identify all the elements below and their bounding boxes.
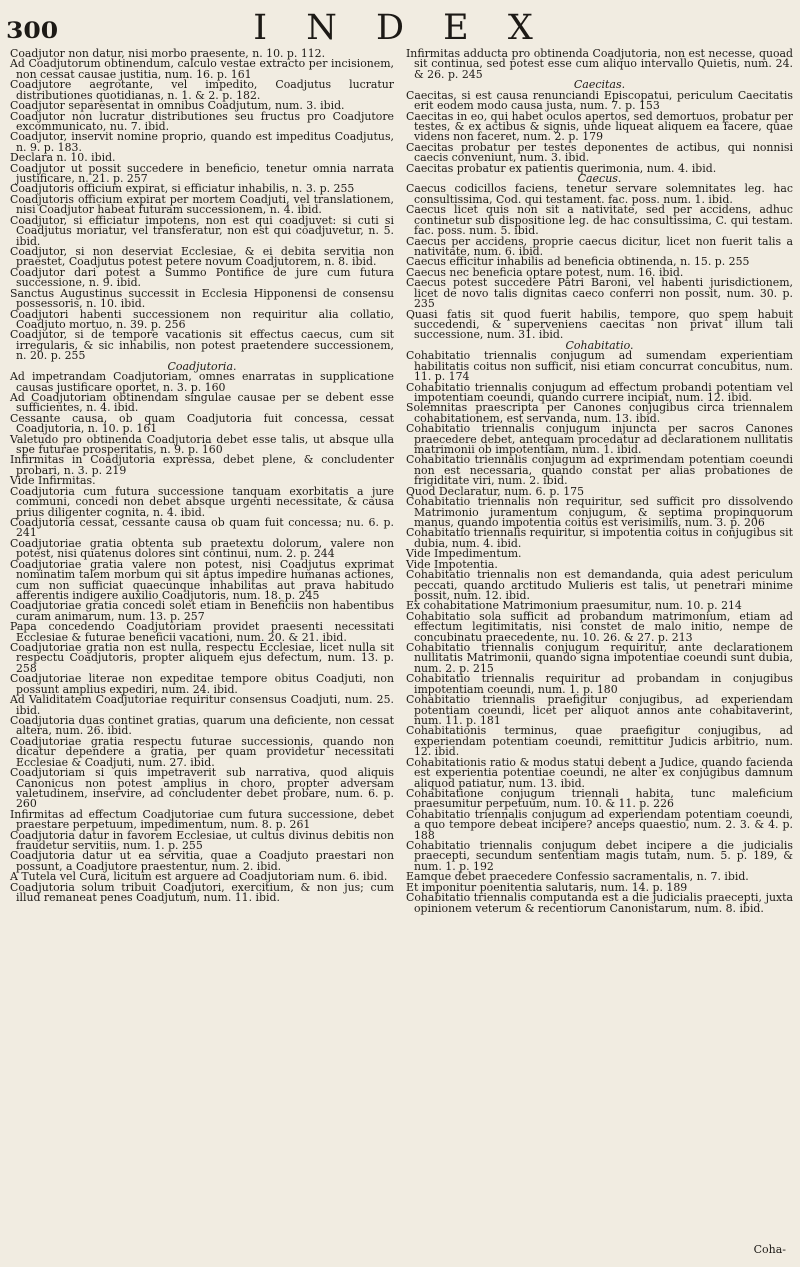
index-entry: Caecus nec beneficia optare potest, num. 16. ibid. bbox=[406, 265, 684, 279]
index-entry: Sanctus Augustinus successit in Ecclesia Hipponensi de consensu possessoris, n. 10. ibid. bbox=[10, 286, 394, 311]
index-entry: Coadjutoriae gratia obtenta sub praetextu dolorum, valere non potest, nisi quatenus dolores sint continui, num. 2. p. 244 bbox=[10, 536, 394, 561]
index-entry: Coadjutoriae gratia concedi solet etiam in Beneficiis non habentibus curam animarum, num. 13. p. 257 bbox=[10, 599, 394, 623]
index-entry: Coadjutor dari potest a Summo Pontifice de jure cum futura successione, n. 9. ibid. bbox=[10, 265, 394, 290]
index-entry: Coadjutor, si non deserviat Ecclesiae, & ei debita servitia non praestet, Coadjutus potest petere novum Coadjutorem, n. 8. ibid. bbox=[10, 245, 394, 269]
index-entry: Coadjutor separesentat in omnibus Coadjutum, num. 3. ibid. bbox=[10, 99, 345, 113]
index-entry: Eamque debet praecedere Confessio sacramentalis, n. 7. ibid. bbox=[406, 870, 749, 884]
index-entry: Caecus licet quis non sit a nativitate, sed per accidens, adhuc continetur sub dispositione leg. de hac consultissima, C. qui testam. fac. poss. num. 5. ibid. bbox=[406, 203, 793, 238]
index-entry: Cohabitatio triennalis conjugum debet incipere a die judicialis praecepti, secundum sententiam magis tutam, num. 5. p. 189, & num. 1. p. 192 bbox=[406, 839, 793, 873]
index-entry: Cohabitatio triennalis non est demandanda, quia adest periculum peccati, quando arctitudo Mulieris est talis, ut penetrari minime possit, num. 12. ibid. bbox=[406, 568, 793, 602]
index-entry: Ad impetrandam Coadjutoriam, omnes enarratas in supplicatione causas justificare oportet, n. 3. p. 160 bbox=[10, 370, 394, 394]
index-entry: Cohabitatio triennalis conjugum injuncta per sacros Canones praecedere debet, antequam procedatur ad declarationem nullitatis matrimonii ob impotentiam, num. 1. ibid. bbox=[406, 422, 793, 457]
left-column bbox=[10, 49, 394, 904]
index-entry: Cohabitatio sola sufficit ad probandum matrimonium, etiam ad effectum legitimitatis, nisi constet de malo initio, nempe de concubinatu praecedente, nu. 10. 26. & 27. p. 213 bbox=[406, 609, 793, 644]
index-entry: Coadjutoris officium expirat per mortem Coadjuti, vel translationem, nisi Coadjutor habeat futuram successionem, n. 4. ibid. bbox=[10, 192, 394, 217]
index-entry: Valetudo pro obtinenda Coadjutoria debet esse talis, ut absque ulla spe futurae prosperitatis, n. 9. p. 160 bbox=[10, 432, 394, 457]
running-head: I N D E X bbox=[253, 8, 547, 48]
index-entry: Caecitas probatur ex patientis querimonia, num. 4. ibid. bbox=[406, 161, 717, 175]
index-entry: Solemnitas praescripta per Canones conjugibus circa triennalem cohabitationem, est servanda, num. 13. ibid. bbox=[406, 401, 793, 425]
index-entry: Cohabitationis ratio & modus statui debent a Judice, quando facienda est experientia potentiae coeundi, ne alter ex conjugibus damnum aliquod patiatur, num. 13. ibid. bbox=[406, 755, 793, 790]
index-entry: Coadjutoria datur ut ea servitia, quae a Coadjuto praestari non possunt, a Coadjutore praestentur, num. 2. ibid. bbox=[10, 849, 394, 873]
index-entry: Coadjutoria duas continet gratias, quarum una deficiente, non cessat altera, num. 26. ibid. bbox=[10, 714, 394, 738]
index-entry: Cohabitatio triennalis conjugum ad sumendam experientiam habilitatis coitus non sufficit, nisi etiam concurrat concubitus, num. 11. p. 174 bbox=[406, 349, 793, 384]
index-entry: Caecitas in eo, qui habet oculos apertos, sed demortuos, probatur per testes, & ex actibus & signis, unde liqueat aliquem ea facere, quae videns non faceret, num. 2. p. 179 bbox=[406, 109, 793, 144]
index-entry: Cohabitatio triennalis computanda est a die judicialis praecepti, juxta opinionem veterum & recentiorum Canonistarum, num. 8. ibid. bbox=[406, 891, 793, 915]
index-entry: Coadjutoria cum futura successione tanquam exorbitatis a jure communi, concedi non debet absque urgenti necessitate, & causa prius diligenter cognita, n. 4. ibid. bbox=[10, 484, 394, 519]
index-heading: Coadjutoria. bbox=[167, 359, 237, 373]
index-entry: Coadjutor non datur, nisi morbo praesente, n. 10. p. 112. bbox=[10, 47, 326, 60]
index-entry: Caecus per accidens, proprie caecus dicitur, licet non fuerit talis a nativitate, num. 6. ibid. bbox=[406, 234, 793, 259]
index-entry: Cohabitatio triennalis praefigitur conjugibus, ad experiendam potentiam coeundi, licet per aliquot annos ante cohabitaverint, num. 11. p. 181 bbox=[406, 693, 793, 727]
index-entry: Cohabitatio triennalis conjugum ad exprimendam potentiam coeundi non est necessaria, quando constat per alias probationes de frigiditate viri, num. 2. ibid. bbox=[406, 453, 793, 488]
index-entry: Coadjutoriae gratia non est nulla, respectu Ecclesiae, licet nulla sit respectu Coadjutoris, propter aliquem ejus defectum, num. 13. p. 258 bbox=[10, 641, 394, 675]
index-entry: Coadjutor, si de tempore vacationis sit effectus caecus, cum sit irregularis, & sic inhabilis, non potest praetendere successionem, n. 20. p. 255 bbox=[10, 328, 394, 363]
index-entry: Vide Infirmitas. bbox=[10, 474, 96, 488]
index-entry: Coadjutor non lucratur distributiones seu fructus pro Coadjutore excommunicato, nu. 7. ibid. bbox=[10, 109, 394, 133]
catchword: Coha- bbox=[753, 1243, 786, 1256]
index-entry: Cohabitatio triennalis conjugum ad effectum probandi potentiam vel impotentiam coeundi, quando currere incipiat, num. 12. ibid. bbox=[406, 380, 793, 404]
index-entry: Caecus efficitur inhabilis ad beneficia obtinenda, n. 15. p. 255 bbox=[406, 255, 750, 269]
index-entry: Quasi fatis sit quod fuerit habilis, tempore, quo spem habuit succedendi, & superveniens caecitas non privat illum tali successione, num. 31. ibid. bbox=[406, 307, 793, 342]
page-number: 300 bbox=[6, 17, 59, 44]
index-entry: Coadjutoris officium expirat, si efficiatur inhabilis, n. 3. p. 255 bbox=[10, 182, 355, 196]
index-heading: Cohabitatio. bbox=[565, 338, 634, 352]
index-entry: Vide Impotentia. bbox=[406, 557, 498, 571]
index-entry: Ad Coadjutorum obtinendum, calculo vestae extracto per incisionem, non cessat causae justitia, num. 16. p. 161 bbox=[10, 57, 394, 81]
index-entry: Infirmitas in Coadjutoria expressa, debet plene, & concludenter probari, n. 3. p. 219 bbox=[10, 453, 394, 477]
index-entry: Cessante causa, ob quam Coadjutoria fuit concessa, cessat Coadjutoria, n. 10. p. 161 bbox=[10, 411, 394, 436]
index-entry: Coadjutoria solum tribuit Coadjutori, exercitium, & non jus; cum illud remaneat penes Coadjutum, num. 11. ibid. bbox=[10, 880, 394, 905]
index-entry: Infirmitas ad effectum Coadjutoriae cum futura successione, debet praestare perpetuum, impedimentum, num. 8. p. 261 bbox=[10, 807, 394, 832]
index-entry: Coadjutore aegrotante, vel impedito, Coadjutus lucratur distributiones quotidianas, n. 1. & 2. p. 182. bbox=[10, 78, 394, 102]
index-entry: Cohabitatio triennalis requiritur, si impotentia coitus in conjugibus sit dubia, num. 4. ibid. bbox=[406, 526, 793, 550]
index-entry: Coadjutoriae gratia respectu futurae successionis, quando non dicatur dependere a gratia, per quam providetur necessitati Ecclesiae & Coadjuti, num. 27. ibid. bbox=[10, 734, 394, 769]
index-entry: Et imponitur poenitentia salutaris, num. 14. p. 189 bbox=[406, 880, 688, 894]
index-entry: Cohabitationis terminus, quae praefigitur conjugibus, ad experiendam potentiam coeundi, remittitur Judicis arbitrio, num. 12. ibid. bbox=[406, 724, 793, 759]
index-entry: Coadjutoria cessat, cessante causa ob quam fuit concessa; nu. 6. p. 241 bbox=[10, 515, 394, 540]
index-entry: Ad Validitatem Coadjutoriae requiritur consensus Coadjuti, num. 25. ibid. bbox=[10, 693, 394, 717]
index-entry: A Tutela vel Cura, licitum est arguere ad Coadjutoriam num. 6. ibid. bbox=[10, 870, 388, 884]
index-entry: Declara n. 10. ibid. bbox=[10, 151, 116, 165]
index-entry: Infirmitas adducta pro obtinenda Coadjutoria, non est necesse, quoad sit continua, sed potest esse cum aliquo intervallo Quietis, num. 24. & 26. p. 245 bbox=[406, 47, 793, 81]
index-entry: Coadjutor ut possit succedere in beneficio, tenetur omnia narrata justificare, n. 21. p. 257 bbox=[10, 161, 394, 186]
index-entry: Ex cohabitatione Matrimonium praesumitur, num. 10. p. 214 bbox=[406, 599, 742, 613]
index-entry: Coadjutoriae gratia valere non potest, nisi Coadjutus exprimat nominatim talem morbum qui sit aptus impedire humanas actiones, cum non sufficiat quaecunque inhabilitas aut prava habitudo afferentis indigere auxilio Coadjutoris, num. 18. p. 245 bbox=[10, 557, 394, 602]
index-entry: Quod Declaratur, num. 6. p. 175 bbox=[406, 484, 585, 498]
index-entry: Coadjutor, inservit nomine proprio, quando est impeditus Coadjutus, n. 9. p. 183. bbox=[10, 130, 394, 154]
index-entry: Papa concedendo Coadjutoriam providet praesenti necessitati Ecclesiae & futurae beneficii vacationi, num. 20. & 21. ibid. bbox=[10, 620, 394, 644]
index-entry: Cohabitatione conjugum triennali habita, tunc maleficium praesumitur perpetuum, num. 10. & 11. p. 226 bbox=[406, 786, 793, 811]
index-entry: Cohabitatio triennalis non requiritur, sed sufficit pro dissolvendo Matrimonio juramentum conjugum, & septima propinquorum manus, quando impotentia coitus est verisimilis, num. 3. p. 206 bbox=[406, 495, 793, 529]
index-entry: Cohabitatio triennalis conjugum requiritur, ante declarationem nullitatis Matrimonii, quando signa impotentiae coeundi sunt dubia, num. 2. p. 215 bbox=[406, 641, 793, 675]
index-entry: Coadjutori habenti successionem non requiritur alia collatio, Coadjuto mortuo, n. 39. p. 256 bbox=[10, 307, 394, 331]
index-entry: Coadjutoriam si quis impetraverit sub narrativa, quod aliquis Canonicus non potest amplius in choro, propter adversam valetudinem, inservire, ad concludenter debet probare, num. 6. p. 260 bbox=[10, 766, 394, 811]
index-entry: Caecus potest succedere Patri Baroni, vel habenti jurisdictionem, licet de novo talis dignitas caeco conferri non possit, num. 30. p. 235 bbox=[406, 276, 793, 311]
index-entry: Cohabitatio triennalis conjugum ad experiendam potentiam coeundi, a quo tempore debeat incipere? anceps quaestio, num. 2. 3. & 4. p. 188 bbox=[406, 807, 793, 842]
index-entry: Cohabitatio triennalis requiritur ad probandam in conjugibus impotentiam coeundi, num. 1. p. 180 bbox=[406, 672, 793, 696]
index-entry: Coadjutoriae literae non expeditae tempore obitus Coadjuti, non possunt amplius expediri, num. 24. ibid. bbox=[10, 672, 394, 696]
index-entry: Vide Impedimentum. bbox=[406, 547, 522, 561]
index-entry: Coadjutoria datur in favorem Ecclesiae, ut cultus divinus debitis non fraudetur servitiis, num. 1. p. 255 bbox=[10, 828, 394, 853]
index-entry: Caecitas, si est causa renunciandi Episcopatui, periculum Caecitatis erit eodem modo causa justa, num. 7. p. 153 bbox=[406, 88, 793, 113]
right-column bbox=[406, 49, 793, 914]
index-entry: Coadjutor, si efficiatur impotens, non est qui coadjuvet: si cuti si Coadjutus moriatur, vel transferatur, non est qui coadjuvetur, n. 5. ibid. bbox=[10, 213, 394, 248]
index-heading: Caecitas. bbox=[573, 78, 626, 92]
index-entry: Caecitas probatur per testes deponentes de actibus, qui nonnisi caecis conveniunt, num. 3. ibid. bbox=[406, 140, 793, 165]
index-entry: Caecus codicillos faciens, tenetur servare solemnitates leg. hac consultissima, Cod. qui testament. fac. poss. num. 1. ibid. bbox=[406, 182, 793, 206]
index-heading: Caecus. bbox=[577, 172, 622, 186]
index-entry: Ad Coadjutoriam obtinendam singulae causae per se debent esse sufficientes, n. 4. ibid. bbox=[10, 390, 394, 415]
